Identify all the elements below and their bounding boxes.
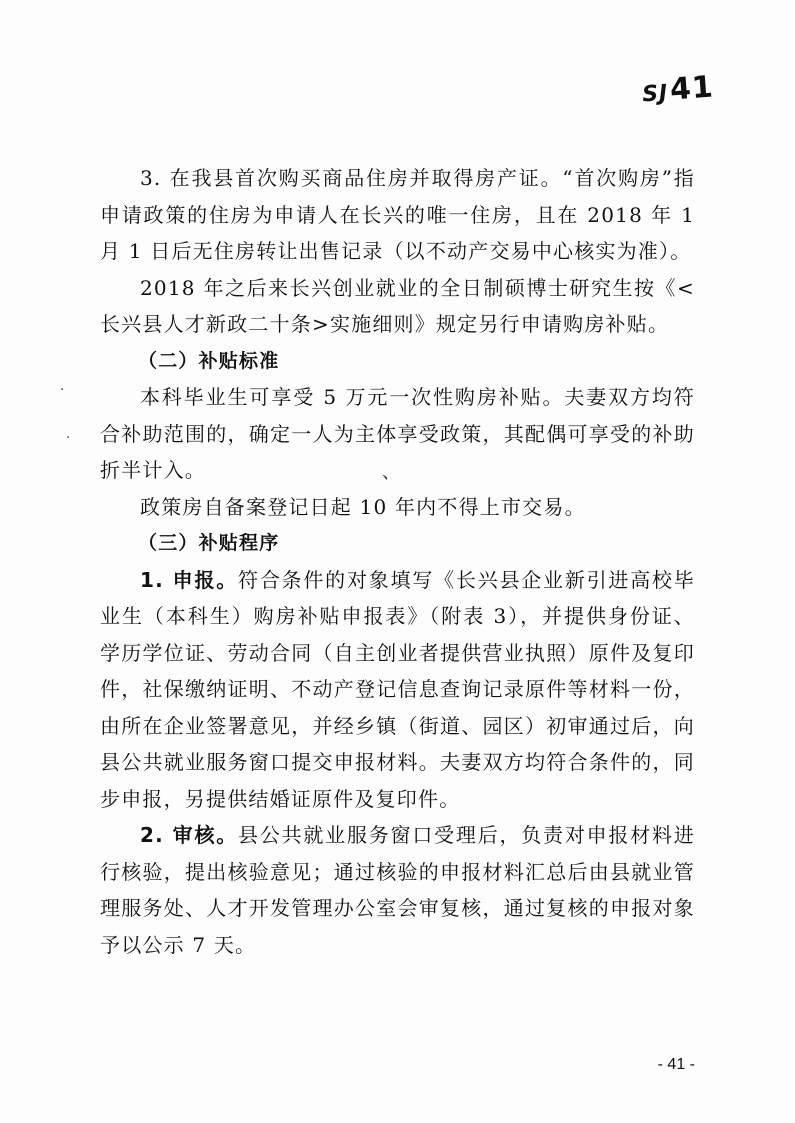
paragraph-postgraduate: 2018 年之后来长兴创业就业的全日制硕博士研究生按《<长兴县人才新政二十条>实施细则》规定另行申请购房补贴。 [100,275,695,336]
paragraph-first-purchase: 3. 在我县首次购买商品住房并取得房产证。“首次购房”指申请政策的住房为申请人在长兴的唯一住房，且在 2018 年 1 月 1 日后无住房转让出售记录（以不动产交易中心核实为准）。 [100,166,695,263]
paragraph-subsidy-amount: 本科毕业生可享受 5 万元一次性购房补贴。夫妻双方均符合补助范围的，确定一人为主体享受政策，其配偶可享受的补助折半计入。 [100,385,695,482]
step-text-review: 县公共就业服务窗口受理后，负责对申报材料进行核验，提出核验意见；通过核验的申报材料汇总后由县就业管理服务处、人才开发管理办公室会审复核，通过复核的申报对象予以公示 7 天。 [100,823,695,957]
scan-speck: 、 [382,462,400,483]
step-label-application: 1. 申报。 [140,567,239,592]
scan-speck: · [60,382,65,398]
scan-speck: · [66,430,71,446]
step-text-application: 符合条件的对象填写《长兴县企业新引进高校毕业生（本科生）购房补贴申报表》（附表 3），并提供身份证、学历学位证、劳动合同（自主创业者提供营业执照）原件及复印件，社保缴纳证明、不动产登记信息查询记录原件等材料一份，由所在企业签署意见，并经乡镇（街道、园区）初审通过后，向县公共就业服务窗口提交申报材料。夫妻双方均符合条件的，同步申报，另提供结婚证原件及复印件。 [100,567,695,811]
stamp-prefix: SJ [641,80,670,108]
paragraph-resale-limit: 政策房自备案登记日起 10 年内不得上市交易。 [140,494,586,519]
page-number: - 41 - [657,1056,695,1073]
paragraph-application [100,562,695,818]
paragraph-review [100,817,695,963]
section-heading-subsidy-standard: （二）补贴标准 [138,349,280,372]
page-stamp [641,70,715,110]
section-heading-subsidy-procedure: （三）补贴程序 [138,532,280,554]
stamp-number: 41 [668,69,715,108]
document-body [100,160,695,963]
step-label-review: 2. 审核。 [140,823,239,847]
